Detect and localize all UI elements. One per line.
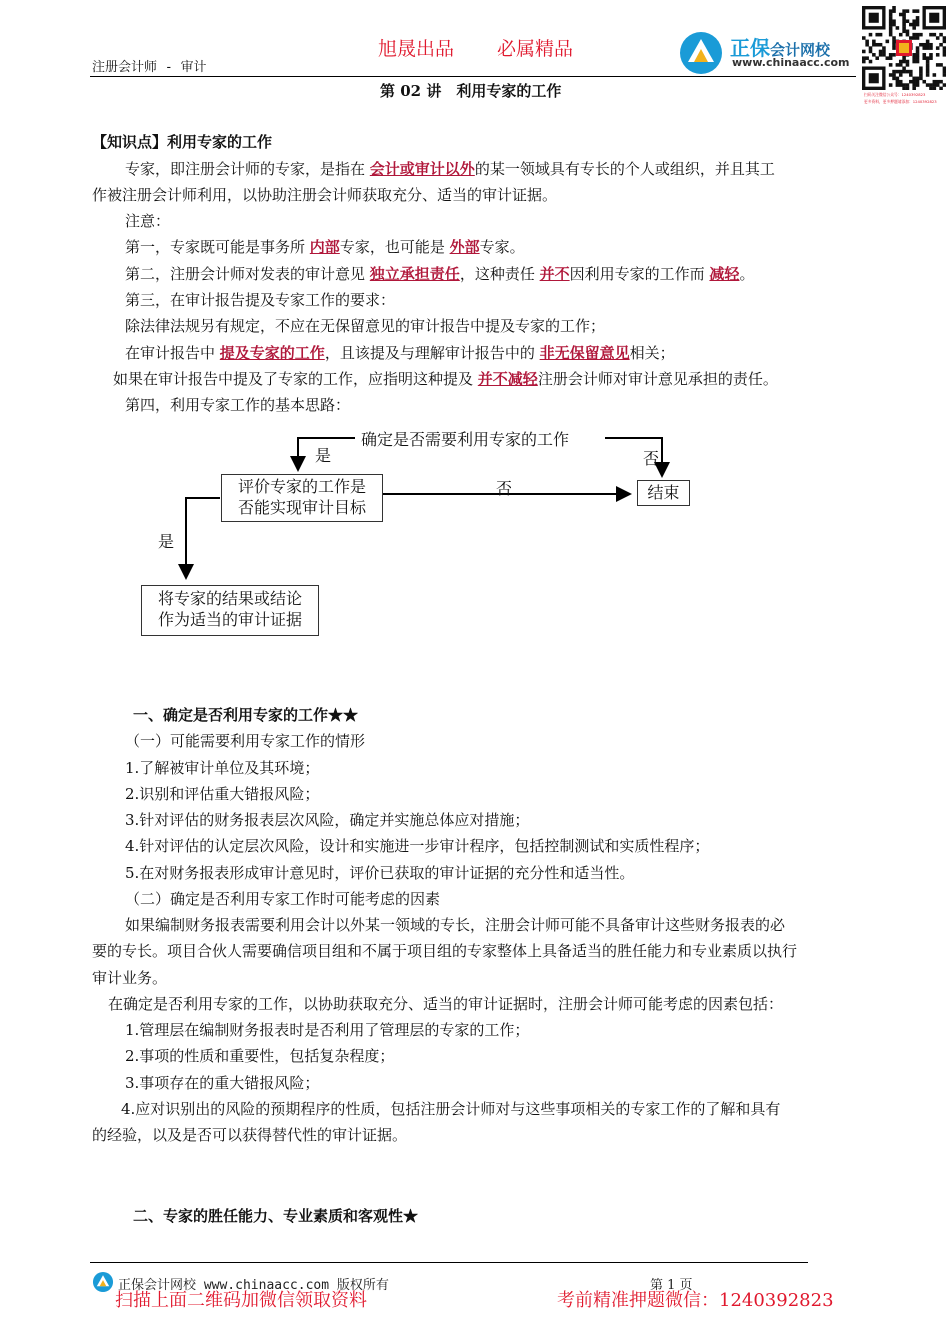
text: 专家。 [479, 238, 525, 256]
text: 第二，注册会计师对发表的审计意见 [125, 265, 366, 283]
text: 注册会计师对审计意见承担的责任。 [537, 370, 778, 388]
flow-yes-label-1: 是 [315, 446, 332, 465]
section-1-title: 一、确定是否利用专家的工作★★ [133, 706, 359, 724]
brand-sub: 会计网校 [770, 41, 831, 59]
section-1-item-2: 2.识别和评估重大错报风险； [125, 785, 320, 803]
footer-logo-icon [92, 1271, 114, 1293]
connector-eval-result [186, 498, 220, 578]
point-1 [125, 234, 525, 260]
definition-line-1 [125, 156, 775, 182]
slogan-2: 必属精品 [497, 38, 574, 60]
text: 因利用专家的工作而 [569, 265, 705, 283]
lecture-title: 第 02 讲 利用专家的工作 [380, 82, 562, 100]
section-1-sub-2: （二）确定是否利用专家工作时可能考虑的因素 [125, 890, 441, 908]
highlight-term: 并不减轻 [477, 370, 538, 388]
section-2-title: 二、专家的胜任能力、专业素质和客观性★ [133, 1207, 419, 1225]
section-1-para-3: 审计业务。 [92, 969, 168, 987]
section-1-factor-2: 2.事项的性质和重要性，包括复杂程度； [125, 1047, 395, 1065]
highlight-term: 非无保留意见 [539, 344, 630, 362]
qr-note-1: 扫码关注微信公众号：1240392823 [864, 92, 926, 98]
slogan-1: 旭晟出品 [378, 38, 455, 60]
text: 。 [739, 265, 755, 283]
course-label: 注册会计师 - 审计 [92, 60, 207, 75]
highlight-term: 内部 [309, 238, 340, 256]
brand-main: 正保 [730, 36, 770, 60]
text: 专家，也可能是 [339, 238, 445, 256]
point-3-item-3 [113, 366, 778, 392]
point-4: 第四，利用专家工作的基本思路： [125, 396, 351, 414]
text: 的某一领域具有专长的个人或组织，并且其工 [474, 160, 775, 178]
knowledge-heading: 【知识点】利用专家的工作 [92, 133, 273, 151]
footer-promo-right: 考前精准押题微信：1240392823 [557, 1290, 834, 1311]
section-1-sub-1: （一）可能需要利用专家工作的情形 [125, 732, 366, 750]
text: 专家，即注册会计师的专家，是指在 [125, 160, 366, 178]
flow-no-label-2: 否 [496, 479, 513, 498]
brand-logo [678, 30, 854, 74]
text: 在审计报告中 [125, 344, 216, 362]
text: 相关； [629, 344, 675, 362]
text: ，这种责任 [459, 265, 535, 283]
flow-box-result-line-2: 作为适当的审计证据 [157, 610, 302, 629]
highlight-term: 并不 [539, 265, 570, 283]
highlight-term: 外部 [449, 238, 480, 256]
brand-site: www.chinaacc.com [732, 56, 850, 69]
flow-box-evaluate-line-2: 否能实现审计目标 [237, 498, 366, 517]
highlight-term: 独立承担责任 [369, 265, 460, 283]
highlight-term: 会计或审计以外 [369, 160, 475, 178]
point-3-item-1: 除法律法规另有规定，不应在无保留意见的审计报告中提及专家的工作； [125, 317, 606, 335]
flow-box-evaluate [221, 474, 383, 522]
brand-logo-icon [678, 30, 724, 76]
connector-top-right [605, 438, 662, 476]
note-label: 注意： [125, 212, 171, 230]
flow-box-result-line-1: 将专家的结果或结论 [157, 589, 302, 608]
highlight-term: 提及专家的工作 [219, 344, 325, 362]
flow-box-evaluate-line-1: 评价专家的工作是 [237, 477, 366, 496]
flow-top-label: 确定是否需要利用专家的工作 [361, 430, 570, 449]
footer-promo-left: 扫描上面二维码加微信领取资料 [115, 1290, 367, 1311]
section-1-factor-1: 1.管理层在编制财务报表时是否利用了管理层的专家的工作； [125, 1021, 530, 1039]
section-1-para-2: 要的专长。项目合伙人需要确信项目组和不属于项目组的专家整体上具备适当的胜任能力和专业素质以执行 [92, 942, 798, 960]
section-1-item-5: 5.在对财务报表形成审计意见时，评价已获取的审计证据的充分性和适当性。 [125, 864, 635, 882]
connector-top-left [298, 438, 355, 470]
highlight-term: 减轻 [709, 265, 740, 283]
flow-box-result [141, 585, 319, 636]
section-1-para-1: 如果编制财务报表需要利用会计以外某一领域的专长，注册会计师可能不具备审计这些财务报表的必 [125, 916, 786, 934]
section-1-factor-4b: 的经验，以及是否可以获得替代性的审计证据。 [92, 1126, 408, 1144]
qr-note-2: 更多资料，更多押题请添加：1240392823 [864, 99, 937, 105]
qr-code [862, 6, 946, 90]
header-rule [90, 76, 856, 77]
qr-code-image [862, 6, 946, 90]
footer-page-number: 第 1 页 [650, 1278, 693, 1293]
text: ，且该提及与理解审计报告中的 [324, 344, 535, 362]
flow-no-label-1: 否 [643, 449, 660, 468]
section-1-item-4: 4.针对评估的认定层次风险，设计和实施进一步审计程序，包括控制测试和实质性程序； [125, 837, 710, 855]
footer-copyright: 正保会计网校 www.chinaacc.com 版权所有 [118, 1278, 389, 1293]
section-1-factor-3: 3.事项存在的重大错报风险； [125, 1074, 320, 1092]
section-1-item-3: 3.针对评估的财务报表层次风险，确定并实施总体应对措施； [125, 811, 530, 829]
text: 第一，专家既可能是事务所 [125, 238, 306, 256]
flow-box-end: 结束 [637, 480, 690, 506]
point-3-item-2 [125, 340, 675, 366]
section-1-factor-4a: 4.应对识别出的风险的预期程序的性质，包括注册会计师对与这些事项相关的专家工作的了解和具有 [121, 1100, 781, 1118]
footer-rule [90, 1262, 808, 1263]
point-3: 第三，在审计报告提及专家工作的要求： [125, 291, 396, 309]
section-1-item-1: 1.了解被审计单位及其环境； [125, 759, 320, 777]
definition-line-2: 作被注册会计师利用，以协助注册会计师获取充分、适当的审计证据。 [92, 186, 558, 204]
point-2 [125, 261, 754, 287]
text: 如果在审计报告中提及了专家的工作，应指明这种提及 [113, 370, 474, 388]
flow-yes-label-2: 是 [158, 532, 175, 551]
section-1-para-4: 在确定是否利用专家的工作，以协助获取充分、适当的审计证据时，注册会计师可能考虑的因素包括： [108, 995, 784, 1013]
